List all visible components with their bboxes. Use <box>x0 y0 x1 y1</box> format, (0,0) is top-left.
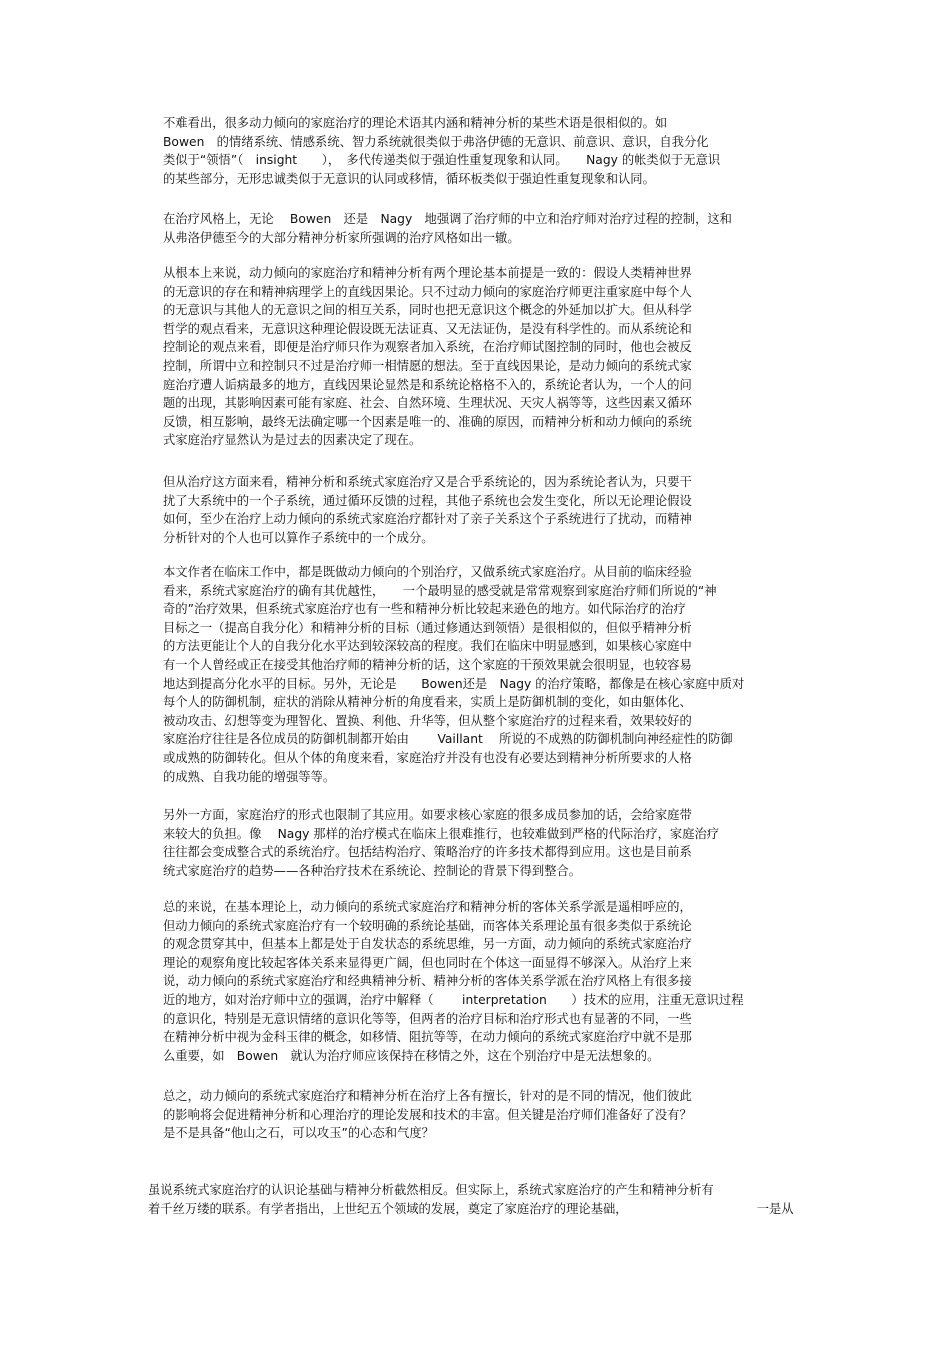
text-line: 反馈，相互影响，最终无法确定哪一个因素是唯一的、准确的原因，而精神分析和动力倾向的系统 <box>163 414 692 429</box>
text-line: 总的来说，在基本理论上，动力倾向的系统式家庭治疗和精神分析的客体关系学派是遥相呼应的， <box>163 900 692 914</box>
text-line: 虽说系统式家庭治疗的认识论基础与精神分析截然相反。但实际上，系统式家庭治疗的产生和精神分析有 <box>148 1183 714 1197</box>
text-line: 理论的观察角度比较起客体关系来显得更广阔，但也同时在个体这一面显得不够深入。从治疗上来 <box>163 955 692 970</box>
text-line: 的成熟、自我功能的增强等等。 <box>163 769 336 784</box>
text-line: 奇的”治疗效果，但系统式家庭治疗也有一些和精神分析比较起来逊色的地方。如代际治疗的治疗 <box>163 602 686 617</box>
text-line: 扰了大系统中的一个子系统，通过循环反馈的过程，其他子系统也会发生变化，所以无论理论假设 <box>163 493 692 508</box>
text-line: 如何，至少在治疗上动力倾向的系统式家庭治疗都针对了亲子关系这个子系统进行了扰动，而精神 <box>163 512 692 527</box>
text-line: 的某些部分，无形忠诚类似于无意识的认同或移情，循环板类似于强迫性重复现象和认同。 <box>163 171 655 186</box>
text-line: 在精神分析中视为金科玉律的概念，如移情、阻抗等等，在动力倾向的系统式家庭治疗中就不是那 <box>163 1030 692 1045</box>
text-line: Bowen 的情绪系统、情感系统、智力系统就很类似于弗洛伊德的无意识、前意识、意识，自我分化 <box>163 134 709 149</box>
text-line: 有一个人曾经或正在接受其他治疗师的精神分析的话，这个家庭的干预效果就会很明显，也较容易 <box>163 658 692 672</box>
text-line: 在治疗风格上，无论 Bowen 还是 Nagy 地强调了治疗师的中立和治疗师对治疗过程的控制，这和 <box>163 212 732 226</box>
text-line: 的意识化，特别是无意识情绪的意识化等等，但两者的治疗目标和治疗形式也有显著的不同，一些 <box>163 1011 692 1026</box>
text-line: 总之，动力倾向的系统式家庭治疗和精神分析在治疗上各有擅长，针对的是不同的情况，他们彼此 <box>163 1089 692 1103</box>
text-line: 看来，系统式家庭治疗的确有其优越性， 一个最明显的感受就是常常观察到家庭治疗师们所说的“神 <box>163 583 717 598</box>
text-line: 地达到提高分化水平的目标。另外，无论是 Bowen还是 Nagy 的治疗策略，都像是在核心家庭中质对 <box>163 676 745 691</box>
text-line: 但从治疗这方面来看，精神分析和系统式家庭治疗又是合乎系统论的，因为系统论者认为，只要干 <box>163 475 692 489</box>
text-line: 或成熟的防御转化。但从个体的角度来看，家庭治疗并没有也没有必要达到精神分析所要求的人格 <box>163 751 692 765</box>
text-line: 的观念贯穿其中，但基本上都是处于自发状态的系统思维，另一方面，动力倾向的系统式家庭治疗 <box>163 937 692 952</box>
text-line: 控制论的观点来看，即便是治疗师只作为观察者加入系统，在治疗师试图控制的同时，他也会被反 <box>163 340 692 355</box>
text-line: 控制，所谓中立和控制只不过是治疗师一相情愿的想法。至于直线因果论，是动力倾向的系统式家 <box>163 359 692 373</box>
text-line: 的影响将会促进精神分析和心理治疗的理论发展和技术的丰富。但关键是治疗师们准备好了没有？ <box>163 1107 692 1122</box>
text-line: 家庭治疗往往是各位成员的防御机制都开始由 Vaillant 所说的不成熟的防御机制向神经症性的防御 <box>163 732 733 747</box>
text-line: 不难看出，很多动力倾向的家庭治疗的理论术语其内涵和精神分析的某些术语是很相似的。如 <box>163 116 668 130</box>
text-line: 来较大的负担。像 Nagy 那样的治疗模式在临床上很难推行，也较难做到严格的代际治疗，家庭治疗 <box>163 826 720 841</box>
text-line: 着千丝万缕的联系。有学者指出，上世纪五个领域的发展，奠定了家庭治疗的理论基础， 一是从 <box>148 1201 794 1216</box>
text-line: 目标之一（提高自我分化）和精神分析的目标（通过修通达到领悟）是很相似的，但似乎精神分析 <box>163 620 692 635</box>
text-line: 的无意识的存在和精神病理学上的直线因果论。只不过动力倾向的家庭治疗师更注重家庭中每个人 <box>163 284 692 299</box>
text-line: 么重要，如 Bowen 就认为治疗师应该保持在移情之外，这在个别治疗中是无法想象的。 <box>163 1048 660 1063</box>
text-line: 被动攻击、幻想等变为理智化、置换、利他、升华等，但从整个家庭治疗的过程来看，效果较好的 <box>163 713 692 728</box>
text-line: 题的出现，其影响因素可能有家庭、社会、自然环境、生理状况、天灾人祸等等，这些因素又循环 <box>163 396 692 411</box>
text-line: 但动力倾向的系统式家庭治疗有一个较明确的系统论基础，而客体关系理论虽有很多类似于系统论 <box>163 918 692 933</box>
text-line: 庭治疗遭人诟病最多的地方，直线因果论显然是和系统论格格不入的，系统论者认为，一个人的问 <box>163 377 692 392</box>
text-line: 本文作者在临床工作中，都是既做动力倾向的个别治疗，又做系统式家庭治疗。从目前的临床经验 <box>163 565 692 579</box>
text-line: 从根本上来说，动力倾向的家庭治疗和精神分析有两个理论基本前提是一致的：假设人类精神世界 <box>163 266 692 280</box>
text-line: 是不是具备“他山之石，可以攻玉”的心态和气度？ <box>163 1126 434 1141</box>
text-line: 统式家庭治疗的趋势——各种治疗技术在系统论、控制论的背景下得到整合。 <box>163 863 582 878</box>
text-line: 说，动力倾向的系统式家庭治疗和经典精神分析、精神分析的客体关系学派在治疗风格上有很多接 <box>163 974 692 989</box>
text-line: 从弗洛伊德至今的大部分精神分析家所强调的治疗风格如出一辙。 <box>163 230 520 245</box>
text-line: 的方法更能让个人的自我分化水平达到较深较高的程度。我们在临床中明显感到，如果核心家庭中 <box>163 639 692 654</box>
text-line: 式家庭治疗显然认为是过去的因素决定了现在。 <box>163 433 422 448</box>
text-line: 每个人的防御机制，症状的消除从精神分析的角度看来，实质上是防御机制的变化，如由躯体化、 <box>163 695 692 710</box>
text-line: 往往都会变成整合式的系统治疗。包括结构治疗、策略治疗的许多技术都得到应用。这也是目前系 <box>163 845 692 860</box>
text-line: 分析针对的个人也可以算作子系统中的一个成分。 <box>163 530 434 545</box>
text-line: 近的地方，如对治疗师中立的强调，治疗中解释（ interpretation ）技术的应用，注重无意识过程 <box>163 993 744 1007</box>
text-line: 的无意识与其他人的无意识之间的相互关系，同时也把无意识这个概念的外延加以扩大。但从科学 <box>163 303 692 318</box>
text-line: 哲学的观点看来，无意识这种理论假设既无法证真、又无法证伪，是没有科学性的。而从系统论和 <box>163 321 692 336</box>
text-line: 类似于“领悟”（ insight ）， 多代传递类似于强迫性重复现象和认同。 Nagy 的帐类似于无意识 <box>163 153 721 168</box>
text-line: 另外一方面，家庭治疗的形式也限制了其应用。如要求核心家庭的很多成员参加的话，会给家庭带 <box>163 808 692 822</box>
